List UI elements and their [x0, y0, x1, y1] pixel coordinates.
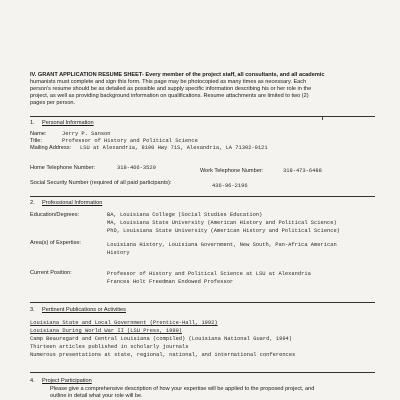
scan-mark	[322, 117, 323, 120]
work-phone-label: Work Telephone Number:	[200, 168, 264, 174]
divider	[30, 372, 375, 373]
participation-instructions: outline in detail what your role will be.	[50, 393, 143, 399]
participation-instructions: Please give a comprehensive description of how your expertise will be applied to the proposed project, and	[50, 386, 315, 392]
position-label: Current Position:	[30, 270, 72, 276]
section-4-heading: Project Participation	[42, 378, 92, 384]
publication-item: Louisiana During World War II (LSU Press, 1999)	[30, 328, 183, 334]
home-phone-label: Home Telephone Number:	[30, 165, 96, 171]
section-1-number: 1.	[30, 120, 35, 126]
instructions-line-1: IV. GRANT APPLICATION RESUME SHEET- Every member of the project staff, all consultants, and all academic	[30, 72, 325, 78]
publication-item: Louisiana State and Local Government (Prentice-Hall, 1992)	[30, 320, 218, 326]
instructions-line-4: project, as well as providing background information on qualifications. Resume attachments are limited to two (2)	[30, 93, 309, 99]
section-3-heading: Pertinent Publications or Activities	[42, 307, 126, 313]
instructions-line-2: humanists must complete and sign this form. This page may be photocopied as many times as necessary. Each	[30, 79, 307, 85]
address-value: LSU at Alexandria, 8100 Hwy 71S, Alexandria, LA 71302-9121	[80, 145, 268, 151]
section-2-heading: Professional Information	[42, 200, 103, 206]
divider	[30, 116, 375, 117]
education-line: PhD, Louisiana State University (American History and Political Science)	[107, 228, 340, 234]
expertise-line: Louisiana History, Louisiana Government, New South, Pan-Africa American	[107, 242, 337, 248]
expertise-line: History	[107, 250, 130, 256]
address-label: Mailing Address:	[30, 145, 72, 151]
publication-item: Thirteen articles published in scholarly journals	[30, 344, 189, 350]
name-label: Name:	[30, 131, 47, 137]
section-2-number: 2.	[30, 200, 35, 206]
publication-item: Numerous presentations at state, regional, national, and international conferences	[30, 352, 296, 358]
publication-item: Camp Beauregard and Central Louisiana (compiled) (Louisiana National Guard, 1994)	[30, 336, 293, 342]
title-label: Title:	[30, 138, 42, 144]
divider	[30, 196, 375, 197]
instructions-line-3: person's resume should be as detailed as possible and supply specific information describing his or her role in the	[30, 86, 312, 92]
ssn-value: 436-96-2196	[212, 183, 248, 189]
education-line: MA, Louisiana State University (American History and Political Science)	[107, 220, 337, 226]
ssn-label: Social Security Number (required of all paid participants):	[30, 180, 172, 186]
position-line: Professor of History and Political Science at LSU at Alexandria	[107, 271, 311, 277]
name-value: Jerry P. Sanson	[62, 131, 111, 137]
instructions-line-5: pages per person.	[30, 100, 76, 106]
work-phone-value: 318-473-6488	[283, 168, 322, 174]
position-line: Frances Holt Freedman Endowed Professor	[107, 279, 234, 285]
divider	[30, 302, 375, 303]
section-4-number: 4.	[30, 378, 35, 384]
education-label: Education/Degrees:	[30, 212, 80, 218]
title-value: Professor of History and Political Science	[62, 138, 198, 144]
section-1-heading: Personal Information	[42, 120, 94, 126]
expertise-label: Area(s) of Expertise:	[30, 240, 81, 246]
home-phone-value: 318-466-3520	[117, 165, 156, 171]
section-3-number: 3.	[30, 307, 35, 313]
education-line: BA, Louisiana College (Social Studies Education)	[107, 212, 263, 218]
